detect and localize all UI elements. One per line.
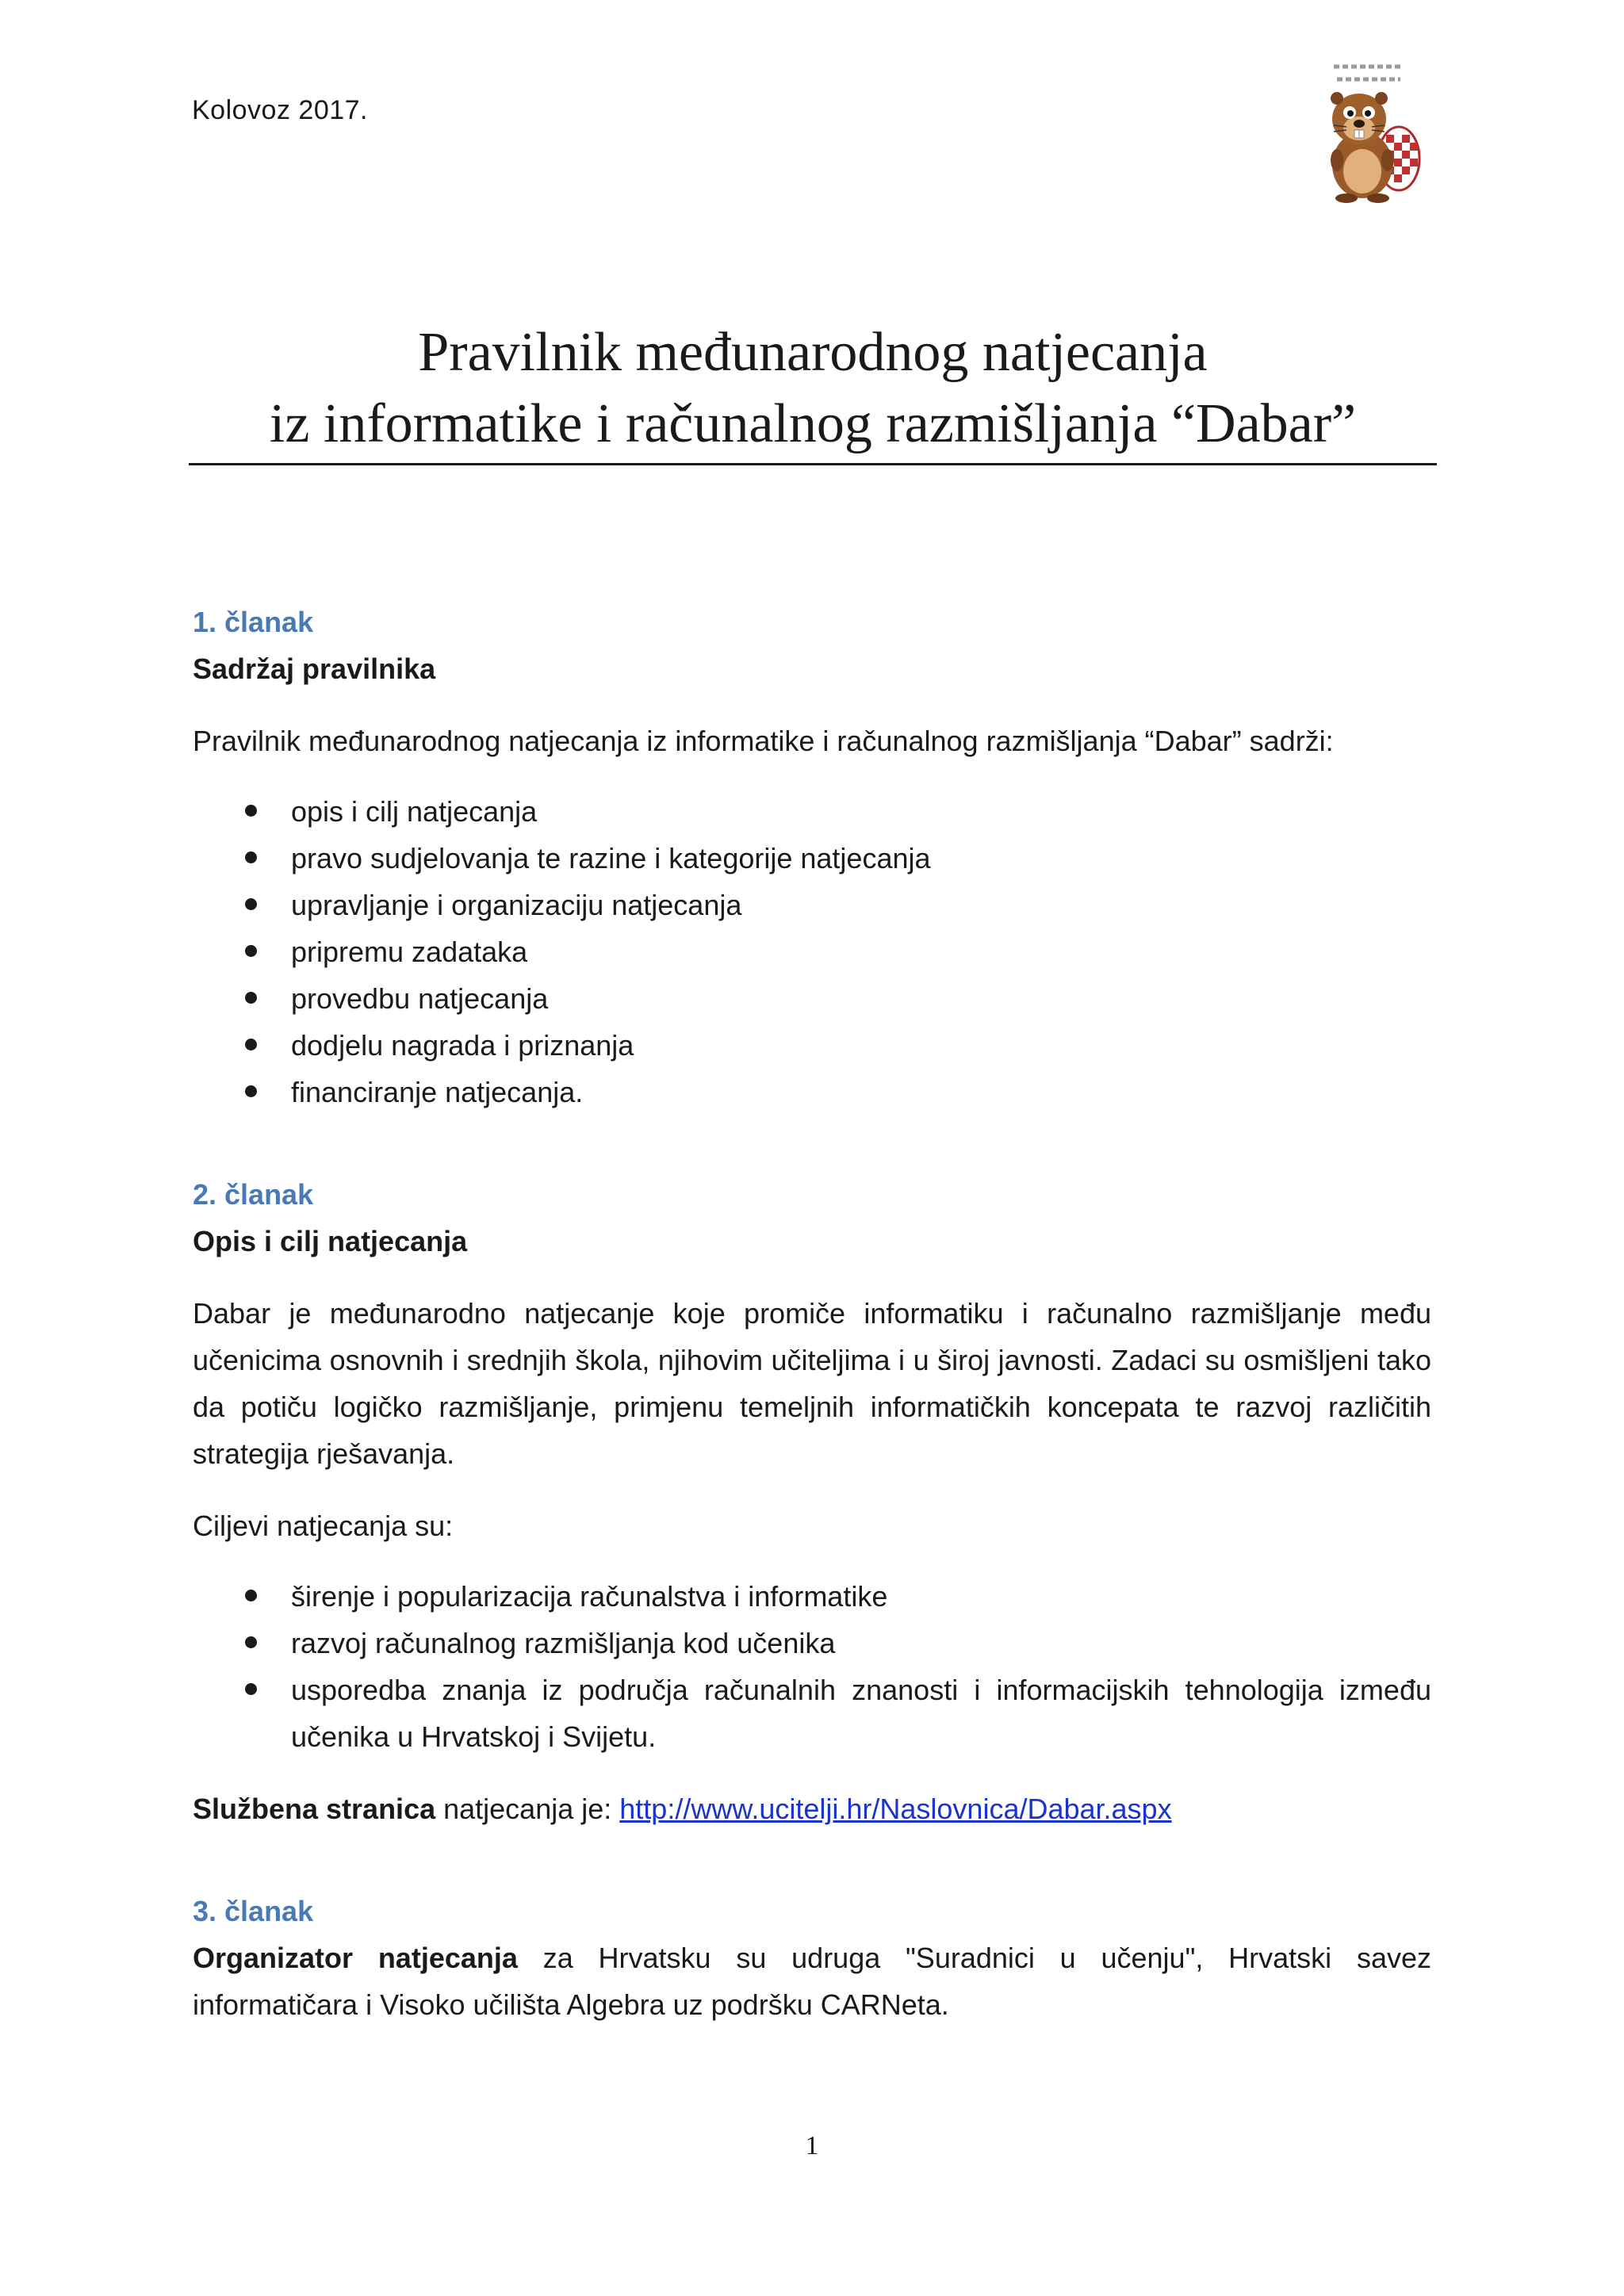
article-1 xyxy=(193,599,1431,1115)
document-date: Kolovoz 2017. xyxy=(192,95,368,125)
document-title xyxy=(189,317,1437,465)
title-line-2: iz informatike i računalnog razmišljanja “Dabar” xyxy=(269,393,1357,454)
article-1-intro: Pravilnik međunarodnog natjecanja iz informatike i računalnog razmišljanja “Dabar” sadrži: xyxy=(193,725,1334,757)
list-item xyxy=(193,1667,1431,1760)
article-1-heading: Sadržaj pravilnika xyxy=(193,652,436,685)
list-item-text: dodjelu nagrada i priznanja xyxy=(291,1029,634,1062)
article-3-number: 3. članak xyxy=(193,1895,314,1927)
list-item xyxy=(193,1573,1431,1620)
list-item-text: pripremu zadataka xyxy=(291,936,528,968)
beaver-logo-image xyxy=(1310,62,1429,205)
article-2 xyxy=(193,1171,1431,1832)
list-item xyxy=(193,928,1431,975)
article-2-heading: Opis i cilj natjecanja xyxy=(193,1225,468,1257)
list-item-text: financiranje natjecanja. xyxy=(291,1076,584,1108)
title-line-1: Pravilnik međunarodnog natjecanja xyxy=(418,322,1208,383)
official-site-line xyxy=(193,1785,1431,1832)
beaver-logo xyxy=(1310,62,1429,205)
article-1-list xyxy=(193,788,1431,1115)
article-3 xyxy=(193,1888,1431,2028)
list-item xyxy=(193,882,1431,928)
list-item-text: provedbu natjecanja xyxy=(291,982,549,1015)
page-number: 1 xyxy=(805,2131,819,2160)
organizer-text: za Hrvatsku su udruga "Suradnici u učenju", Hrvatski savez informatičara i Visoko učilišta Algebra uz podršku CARNeta. xyxy=(193,1942,1431,2021)
list-item xyxy=(193,1620,1431,1667)
bullet-icon xyxy=(245,945,257,957)
document-body xyxy=(193,599,1431,2028)
official-site-label: Službena stranica xyxy=(193,1793,436,1825)
list-item-text: pravo sudjelovanja te razine i kategorije natjecanja xyxy=(291,842,931,874)
official-site-label-rest: natjecanja je: xyxy=(435,1793,620,1825)
article-2-goals-list xyxy=(193,1573,1431,1760)
article-2-goals-intro: Ciljevi natjecanja su: xyxy=(193,1510,454,1542)
organizer-label: Organizator natjecanja xyxy=(193,1942,518,1974)
list-item xyxy=(193,1022,1431,1069)
bullet-icon xyxy=(245,851,257,863)
list-item xyxy=(193,1069,1431,1115)
article-1-number: 1. članak xyxy=(193,606,314,638)
bullet-icon xyxy=(245,1636,257,1648)
list-item xyxy=(193,975,1431,1022)
list-item-text: razvoj računalnog razmišljanja kod učenika xyxy=(291,1627,836,1659)
list-item xyxy=(193,788,1431,835)
bullet-icon xyxy=(245,1085,257,1097)
list-item-text: usporedba znanja iz područja računalnih znanosti i informacijskih tehnologija između učenika u Hrvatskoj i Svijetu. xyxy=(291,1674,1431,1753)
bullet-icon xyxy=(245,1683,257,1695)
official-site-link[interactable]: http://www.ucitelji.hr/Naslovnica/Dabar.aspx xyxy=(619,1793,1172,1825)
article-2-number: 2. članak xyxy=(193,1178,314,1211)
list-item-text: opis i cilj natjecanja xyxy=(291,795,538,828)
list-item-text: upravljanje i organizaciju natjecanja xyxy=(291,889,742,921)
bullet-icon xyxy=(245,898,257,910)
bullet-icon xyxy=(245,992,257,1004)
bullet-icon xyxy=(245,805,257,817)
bullet-icon xyxy=(245,1039,257,1050)
article-3-organizer xyxy=(193,1934,1431,2028)
list-item xyxy=(193,835,1431,882)
list-item-text: širenje i popularizacija računalstva i informatike xyxy=(291,1580,888,1613)
article-2-description: Dabar je međunarodno natjecanje koje promiče informatiku i računalno razmišljanje među učenicima osnovnih i srednjih škola, njihovim učiteljima i u široj javnosti. Zadaci su osmišljeni tako da potiču logičko razmišljanje, primjenu temeljnih informatičkih koncepata te razvoj različitih strategija rješavanja. xyxy=(193,1297,1431,1470)
bullet-icon xyxy=(245,1590,257,1601)
